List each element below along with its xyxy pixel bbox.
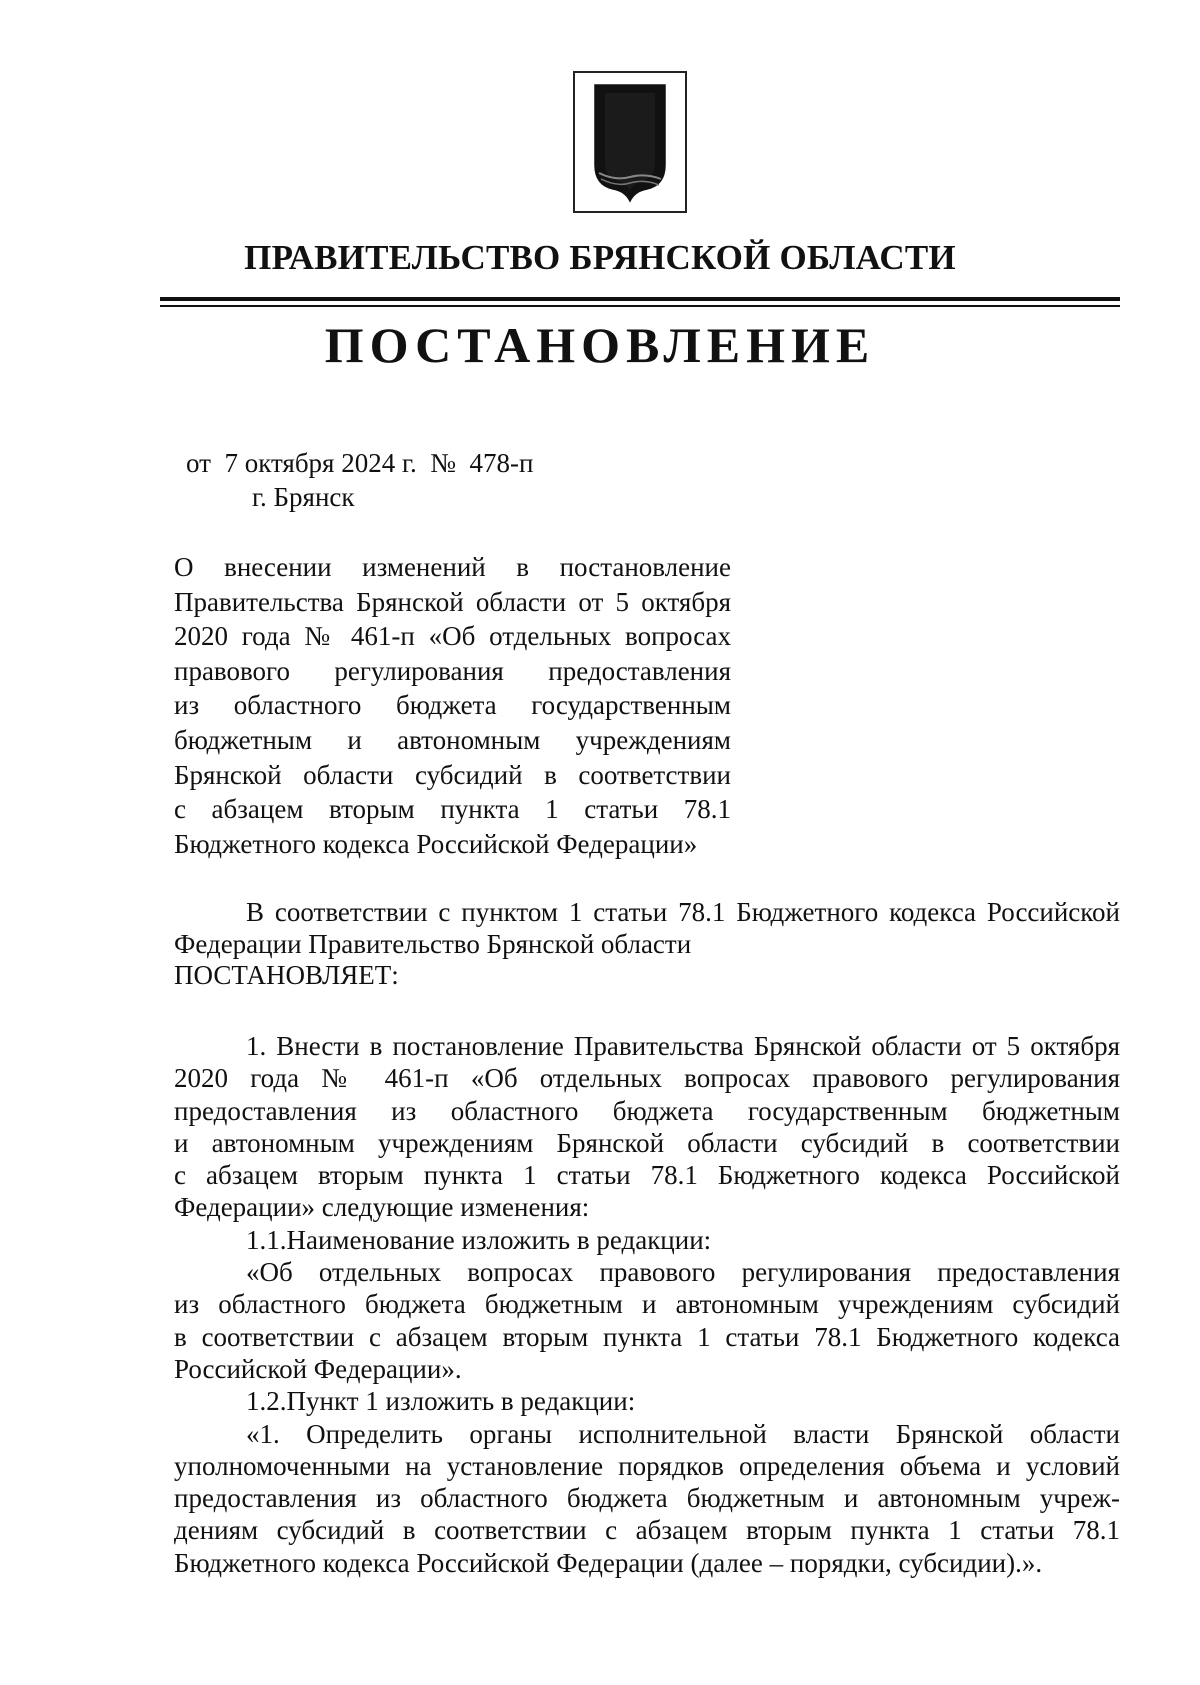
subject-line: О внесении изменений в постановление xyxy=(174,552,731,582)
preamble-line: В соответствии с пунктом 1 статьи 78.1 Бюджетного кодекса Российской xyxy=(246,897,1120,927)
item-line: Бюджетного кодекса Российской Федерации (далее – порядки, субсидии).». xyxy=(174,1547,1043,1578)
item-line: 1. Внести в постановление Правительства Брянской области от 5 октября xyxy=(246,1031,1120,1061)
item-1 xyxy=(174,1030,1120,1579)
preamble xyxy=(174,896,1120,960)
city: г. Брянск xyxy=(252,482,355,512)
item-line: предоставления из областного бюджета государственным бюджетным xyxy=(174,1095,1120,1126)
subject-line: с абзацем вторым пункта 1 статьи 78.1 xyxy=(174,794,731,825)
item-line: дениям субсидий в соответствии с абзацем вторым пункта 1 статьи 78.1 xyxy=(174,1515,1120,1546)
subject-line: из областного бюджета государственным xyxy=(174,690,731,721)
subject-line: Бюджетного кодекса Российской Федерации» xyxy=(174,828,698,859)
decree-word: ПОСТАНОВЛЯЕТ: xyxy=(174,960,399,990)
item-line: «1. Определить органы исполнительной власти Брянской области xyxy=(246,1418,1120,1449)
preamble-line: Федерации Правительство Брянской области xyxy=(174,929,692,959)
header-rule-thin xyxy=(160,305,1120,307)
document-subject xyxy=(174,550,731,861)
item-line: Российской Федерации». xyxy=(174,1353,462,1384)
item-line: предоставления из областного бюджета бюджетным и автономным учреж- xyxy=(174,1483,1120,1514)
item-line: 1.1.Наименование изложить в редакции: xyxy=(246,1224,712,1255)
subject-line: бюджетным и автономным учреждениям xyxy=(174,724,731,755)
item-line: «Об отдельных вопросах правового регулирования предоставления xyxy=(246,1257,1120,1288)
document-type-title: ПОСТАНОВЛЕНИЕ xyxy=(324,317,876,373)
item-line: Федерации» следующие изменения: xyxy=(174,1192,590,1223)
item-line: 2020 года № 461-п «Об отдельных вопросах правового регулирования xyxy=(174,1063,1120,1094)
item-line: 1.2.Пункт 1 изложить в редакции: xyxy=(246,1386,636,1417)
subject-line: правового регулирования предоставления xyxy=(174,655,731,686)
bryansk-coat-of-arms-icon xyxy=(575,73,685,211)
subject-line: Брянской области субсидий в соответствии xyxy=(174,759,731,790)
header-rule-thick xyxy=(160,297,1120,301)
subject-line: Правительства Брянской области от 5 октября xyxy=(174,586,731,617)
item-line: и автономным учреждениям Брянской области субсидий в соответствии xyxy=(174,1127,1120,1158)
subject-line: 2020 года № 461-п «Об отдельных вопросах xyxy=(174,621,731,652)
coat-of-arms-frame xyxy=(573,71,687,213)
government-title: ПРАВИТЕЛЬСТВО БРЯНСКОЙ ОБЛАСТИ xyxy=(244,238,956,277)
item-line: уполномоченными на установление порядков определения объема и условий xyxy=(174,1450,1120,1481)
item-line: с абзацем вторым пункта 1 статьи 78.1 Бюджетного кодекса Российской xyxy=(174,1160,1120,1191)
item-line: из областного бюджета бюджетным и автономным учреждениям субсидий xyxy=(174,1289,1120,1320)
item-line: в соответствии с абзацем вторым пункта 1 статьи 78.1 Бюджетного кодекса xyxy=(174,1321,1120,1352)
date-and-number: от 7 октября 2024 г. № 478-п xyxy=(186,448,534,478)
